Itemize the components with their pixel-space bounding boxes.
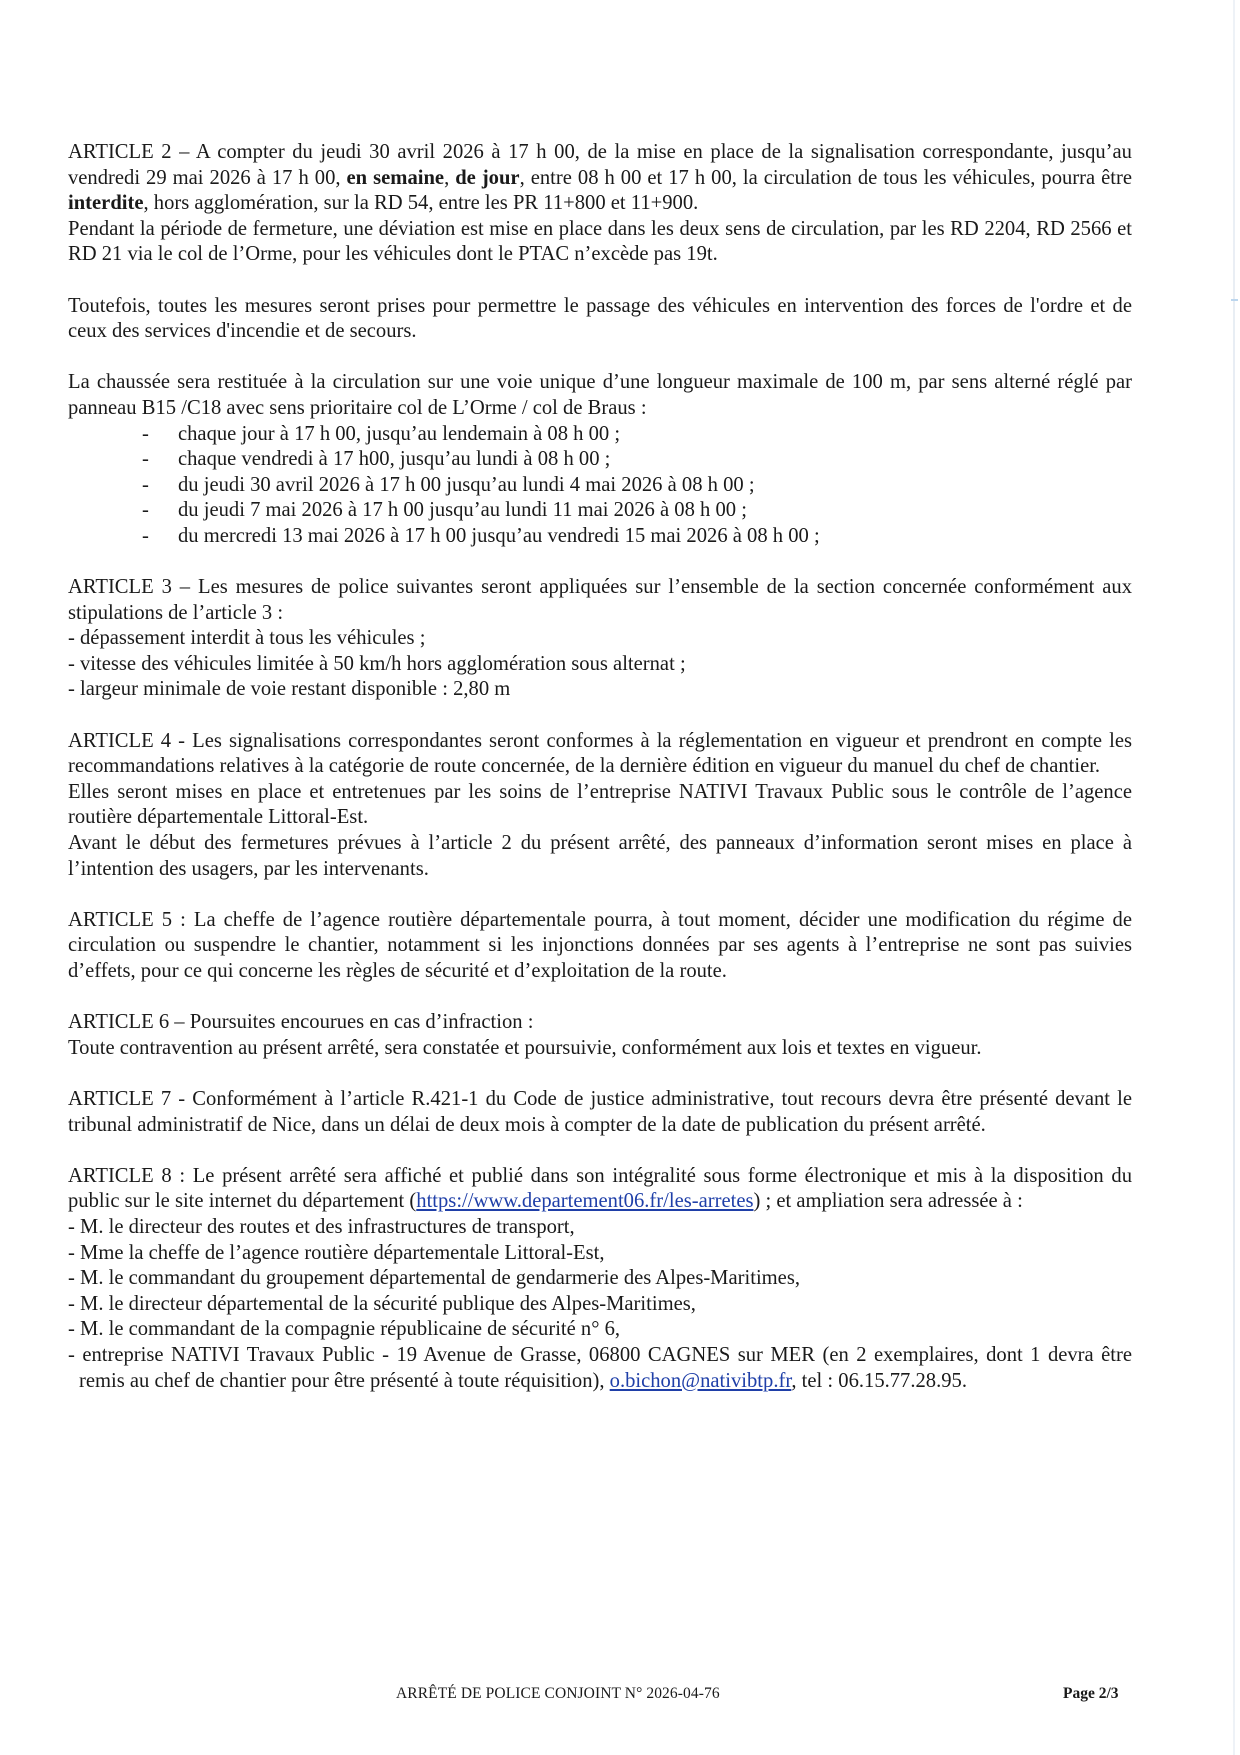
- departement-arretes-link[interactable]: https://www.departement06.fr/les-arretes: [416, 1190, 754, 1213]
- article-6-title: ARTICLE 6 – Poursuites encourues en cas d’infraction :: [68, 1011, 534, 1034]
- measure-item: - vitesse des véhicules limitée à 50 km/h hors agglomération sous alternat ;: [68, 652, 686, 675]
- emphasis-de-jour: de jour: [455, 166, 520, 189]
- footer-document-title: ARRÊTÉ DE POLICE CONJOINT N° 2026-04-76: [396, 1685, 720, 1702]
- article-2-toutefois: Toutefois, toutes les mesures seront prises pour permettre le passage des véhicules en intervention des forces de l'ordre et de ceux des services d'incendie et de secours.: [68, 294, 1132, 343]
- article-4-p3: Avant le début des fermetures prévues à l’article 2 du présent arrêté, des panneaux d’information seront mises en place à l’intention des usagers, par les intervenants.: [68, 832, 1132, 880]
- schedule-item: - du jeudi 7 mai 2026 à 17 h 00 jusqu’au lundi 11 mai 2026 à 08 h 00 ;: [68, 498, 1132, 524]
- schedule-item: - chaque vendredi à 17 h00, jusqu’au lundi à 08 h 00 ;: [68, 447, 1132, 473]
- recipients-list: [68, 1215, 1132, 1394]
- recipient-item: - M. le directeur départemental de la sécurité publique des Alpes-Maritimes,: [68, 1292, 696, 1315]
- article-7-text: ARTICLE 7 - Conformément à l’article R.421-1 du Code de justice administrative, tout recours devra être présenté devant le tribunal administratif de Nice, dans un délai de deux mois à compter de la date de publication du présent arrêté.: [68, 1087, 1132, 1136]
- recipient-item-contractor: - entreprise NATIVI Travaux Public - 19 Avenue de Grasse, 06800 CAGNES sur MER (en 2 exemplaires, dont 1 devra être remis au chef de chantier pour être présenté à toute réquisition), o.bichon@nativibtp.fr, tel : 06.15.77.28.95.: [68, 1343, 1132, 1392]
- article-8-intro: ARTICLE 8 : Le présent arrêté sera affiché et publié dans son intégralité sous forme électronique et mis à la disposition du public sur le site internet du département (https://www.departement06.fr/les-arretes) ; et ampliation sera adressée à :: [68, 1164, 1132, 1213]
- measure-item: - largeur minimale de voie restant disponible : 2,80 m: [68, 678, 511, 701]
- scan-edge-mark: [1231, 299, 1238, 301]
- dash-bullet: -: [142, 422, 149, 445]
- article-2-label: ARTICLE 2: [68, 141, 172, 163]
- article-6-text: Toute contravention au présent arrêté, sera constatée et poursuivie, conformément aux lois et textes en vigueur.: [68, 1036, 982, 1059]
- article-3-text: ARTICLE 3 – Les mesures de police suivantes seront appliquées sur l’ensemble de la section concernée conformément aux stipulations de l’article 3 :: [68, 576, 1132, 624]
- contractor-email-link[interactable]: o.bichon@nativibtp.fr: [609, 1369, 792, 1392]
- dash-bullet: -: [142, 448, 149, 471]
- document-body: [68, 140, 1132, 1394]
- article-4-p1: ARTICLE 4 - Les signalisations correspondantes seront conformes à la réglementation en vigueur et prendront en compte les recommandations relatives à la catégorie de route concernée, de la dernière édition en vigueur du manuel du chef de chantier.: [68, 729, 1132, 778]
- recipient-item: - M. le directeur des routes et des infrastructures de transport,: [68, 1215, 575, 1238]
- recipient-item: - M. le commandant du groupement départemental de gendarmerie des Alpes-Maritimes,: [68, 1267, 800, 1290]
- recipient-item: - Mme la cheffe de l’agence routière départementale Littoral-Est,: [68, 1241, 605, 1264]
- article-2-chaussee: La chaussée sera restituée à la circulation sur une voie unique d’une longueur maximale de 100 m, par sens alterné réglé par panneau B15 /C18 avec sens prioritaire col de L’Orme / col de Braus :: [68, 371, 1132, 419]
- dash-bullet: -: [142, 473, 149, 496]
- recipient-item: - M. le commandant de la compagnie républicaine de sécurité n° 6,: [68, 1318, 621, 1341]
- schedule-item: - chaque jour à 17 h 00, jusqu’au lendemain à 08 h 00 ;: [68, 422, 1132, 448]
- article-5-text: ARTICLE 5 : La cheffe de l’agence routière départementale pourra, à tout moment, décider une modification du régime de circulation ou suspendre le chantier, notamment si les injonctions données par ses agents à l’entreprise ne sont pas suivies d’effets, pour ce qui concerne les règles de sécurité et d’exploitation de la route.: [68, 908, 1132, 982]
- article-4-p2: Elles seront mises en place et entretenues par les soins de l’entreprise NATIVI Travaux Public sous le contrôle de l’agence routière départementale Littoral-Est.: [68, 780, 1132, 829]
- emphasis-en-semaine: en semaine: [346, 166, 445, 189]
- measure-item: - dépassement interdit à tous les véhicules ;: [68, 627, 426, 650]
- emphasis-interdite: interdite: [68, 192, 144, 215]
- article-3-measures-list: [68, 626, 1132, 703]
- dash-bullet: -: [142, 499, 149, 522]
- schedule-item: - du mercredi 13 mai 2026 à 17 h 00 jusqu’au vendredi 15 mai 2026 à 08 h 00 ;: [68, 524, 1132, 550]
- dash-bullet: -: [142, 524, 149, 547]
- article-2-deviation: Pendant la période de fermeture, une déviation est mise en place dans les deux sens de circulation, par les RD 2204, RD 2566 et RD 21 via le col de l’Orme, pour les véhicules dont le PTAC n’excède pas 19t.: [68, 217, 1132, 266]
- scan-edge-line: [1233, 0, 1235, 1755]
- page-number: Page 2/3: [1063, 1685, 1119, 1702]
- schedule-item: - du jeudi 30 avril 2026 à 17 h 00 jusqu’au lundi 4 mai 2026 à 08 h 00 ;: [68, 473, 1132, 499]
- alternating-schedule-list: [68, 422, 1132, 550]
- article-2-intro: ARTICLE 2 – A compter du jeudi 30 avril 2026 à 17 h 00, de la mise en place de la signalisation correspondante, jusqu’au vendredi 29 mai 2026 à 17 h 00, en semaine, de jour, entre 08 h 00 et 17 h 00, la circulation de tous les véhicules, pourra être interdite, hors agglomération, sur la RD 54, entre les PR 11+800 et 11+900.: [68, 141, 1133, 215]
